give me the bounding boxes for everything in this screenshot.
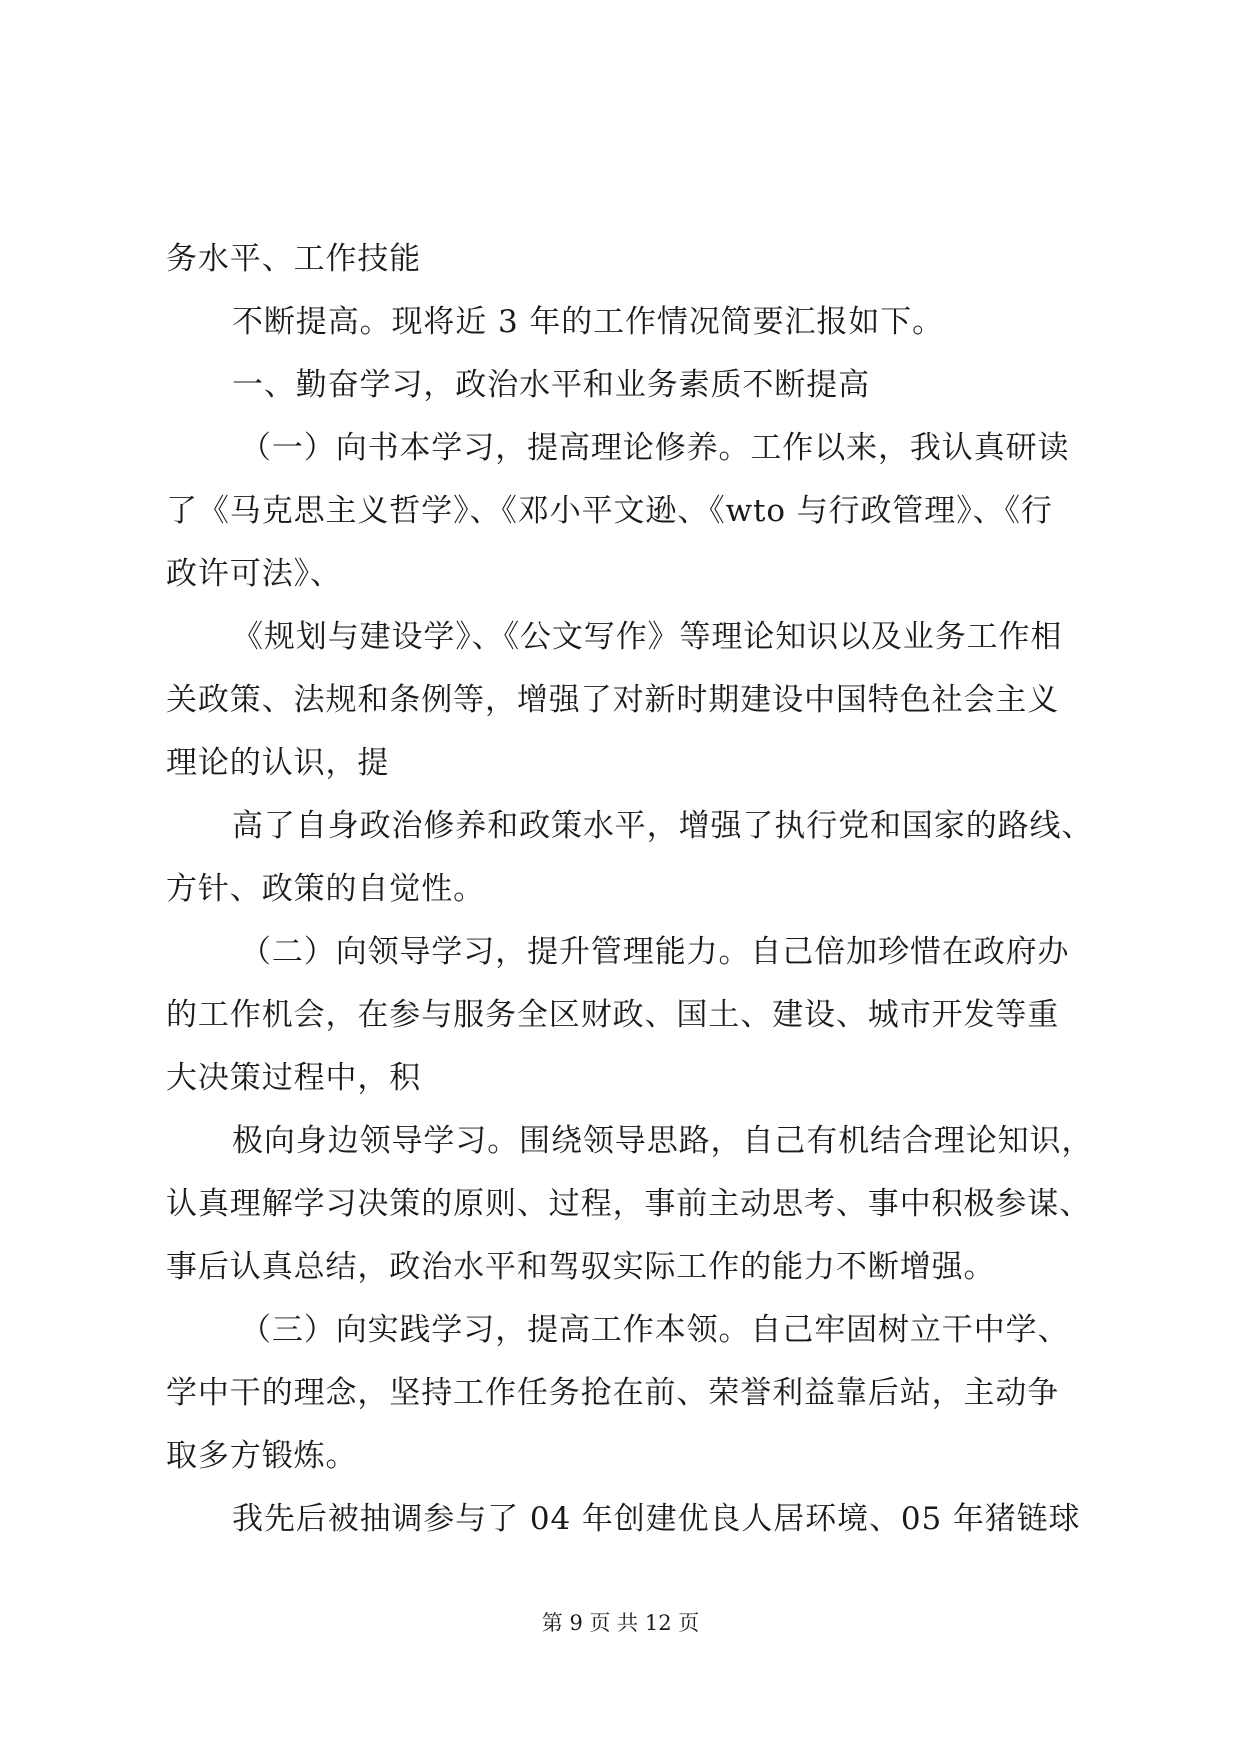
paragraph-line: 了《马克思主义哲学》、《邓小平文逊、《wto 与行政管理》、《行 — [166, 493, 1053, 529]
paragraph-line: 务水平、工作技能 — [166, 241, 422, 277]
paragraph-line: 方针、政策的自觉性。 — [166, 871, 485, 907]
body-text — [166, 228, 1094, 1551]
paragraph-line: 的工作机会，在参与服务全区财政、国土、建设、城市开发等重 — [166, 997, 1060, 1033]
paragraph-line: （三）向实践学习，提高工作本领。自己牢固树立干中学、 — [240, 1312, 1070, 1348]
paragraph-line: 政许可法》、 — [166, 556, 342, 592]
paragraph-line: （一）向书本学习，提高理论修养。工作以来，我认真研读 — [240, 430, 1070, 466]
paragraph-line: 高了自身政治修养和政策水平，增强了执行党和国家的路线、 — [232, 808, 1094, 844]
paragraph-line: 学中干的理念，坚持工作任务抢在前、荣誉利益靠后站，主动争 — [166, 1375, 1060, 1411]
paragraph-line: 取多方锻炼。 — [166, 1438, 358, 1474]
paragraph-line: 事后认真总结，政治水平和驾驭实际工作的能力不断增强。 — [166, 1249, 996, 1285]
paragraph-line: 我先后被抽调参与了 04 年创建优良人居环境、05 年猪链球 — [232, 1501, 1081, 1537]
paragraph-line: 关政策、法规和条例等，增强了对新时期建设中国特色社会主义 — [166, 682, 1060, 718]
paragraph-line: 《规划与建设学》、《公文写作》等理论知识以及业务工作相 — [232, 619, 1063, 655]
paragraph-line: 认真理解学习决策的原则、过程，事前主动思考、事中积极参谋、 — [166, 1186, 1092, 1222]
paragraph-line: 不断提高。现将近 3 年的工作情况简要汇报如下。 — [232, 304, 945, 340]
page-footer: 第 9 页 共 12 页 — [541, 1611, 700, 1635]
paragraph-line: 极向身边领导学习。围绕领导思路，自己有机结合理论知识， — [232, 1123, 1094, 1159]
paragraph-line: （二）向领导学习，提升管理能力。自己倍加珍惜在政府办 — [240, 934, 1070, 970]
paragraph-line: 一、勤奋学习，政治水平和业务素质不断提高 — [232, 367, 870, 403]
paragraph-line: 理论的认识，提 — [166, 745, 390, 781]
paragraph-line: 大决策过程中，积 — [166, 1060, 422, 1096]
